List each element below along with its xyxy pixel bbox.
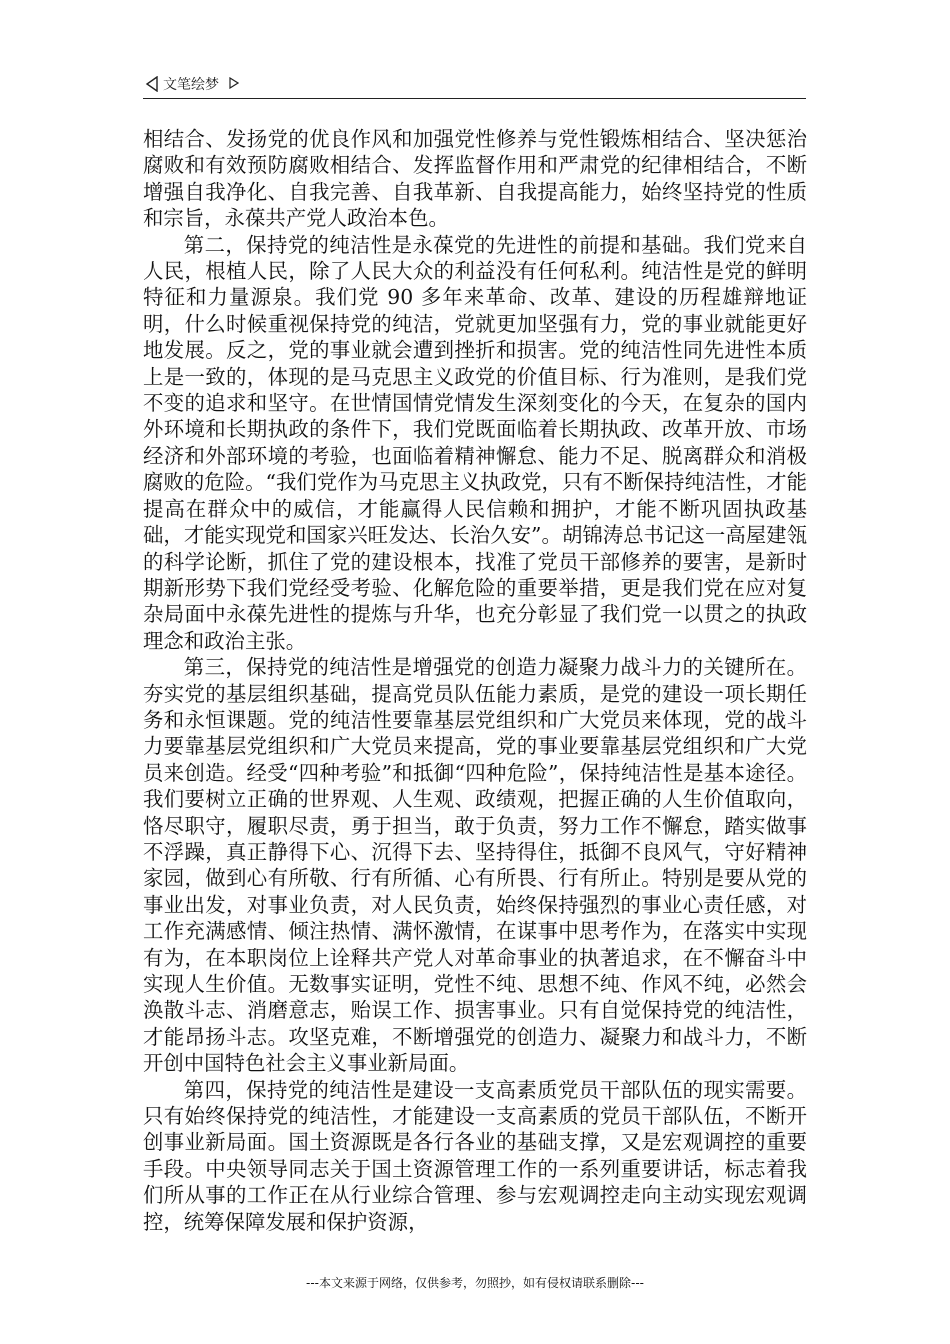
paragraph-fourth: 第四，保持党的纯洁性是建设一支高素质党员干部队伍的现实需要。只有始终保持党的纯洁性，才能建设一支高素质的党员干部队伍，不断开创事业新局面。国土资源既是各行各业的基础支撑，又是宏观调控的重要手段。中央领导同志关于国土资源管理工作的一系列重要讲话，标志着我们所从事的工作正在从行业综合管理、参与宏观调控走向主动实现宏观调控，统筹保障发展和保护资源， — [143, 1077, 807, 1234]
header-brand-text: 文笔绘梦 — [163, 77, 219, 93]
page-header — [143, 74, 806, 99]
paragraph-continuation: 相结合、发扬党的优良作风和加强党性修养与党性锻炼相结合、坚决惩治腐败和有效预防腐败相结合、发挥监督作用和严肃党的纪律相结合，不断增强自我净化、自我完善、自我革新、自我提高能力，始终坚持党的性质和宗旨，永葆共产党人政治本色。 — [143, 127, 807, 231]
document-body — [143, 126, 807, 1235]
paragraph-second: 第二，保持党的纯洁性是永葆党的先进性的前提和基础。我们党来自人民，根植人民，除了人民大众的利益没有任何私利。纯洁性是党的鲜明特征和力量源泉。我们党 90 多年来革命、改革、建设的历程雄辩地证明，什么时候重视保持党的纯洁，党就更加坚强有力，党的事业就能更好地发展。反之，党的事业就会遭到挫折和损害。党的纯洁性同先进性本质上是一致的，体现的是马克思主义政党的价值目标、行为准则，是我们党不变的追求和坚守。在世情国情党情发生深刻变化的今天，在复杂的国内外环境和长期执政的条件下，我们党既面临着长期执政、改革开放、市场经济和外部环境的考验，也面临着精神懈怠、能力不足、脱离群众和消极腐败的危险。“我们党作为马克思主义执政党，只有不断保持纯洁性，才能提高在群众中的威信，才能赢得人民信赖和拥护，才能不断巩固执政基础，才能实现党和国家兴旺发达、长治久安”。胡锦涛总书记这一高屋建瓴的科学论断，抓住了党的建设根本，找准了党员干部修养的要害，是新时期新形势下我们党经受考验、化解危险的重要举措，更是我们党在应对复杂局面中永葆先进性的提炼与升华，也充分彰显了我们党一以贯之的执政理念和政治主张。 — [143, 232, 807, 653]
header-brand-group — [145, 74, 239, 94]
triangle-right-icon — [229, 77, 239, 89]
paragraph-third: 第三，保持党的纯洁性是增强党的创造力凝聚力战斗力的关键所在。夯实党的基层组织基础，提高党员队伍能力素质，是党的建设一项长期任务和永恒课题。党的纯洁性要靠基层党组织和广大党员来体现，党的战斗力要靠基层党组织和广大党员来提高，党的事业要靠基层党组织和广大党员来创造。经受“四种考验”和抵御“四种危险”，保持纯洁性是基本途径。我们要树立正确的世界观、人生观、政绩观，把握正确的人生价值取向，恪尽职守，履职尽责，勇于担当，敢于负责，努力工作不懈怠，踏实做事不浮躁，真正静得下心、沉得下去、坚持得住，抵御不良风气，守好精神家园，做到心有所敬、行有所循、心有所畏、行有所止。特别是要从党的事业出发，对事业负责，对人民负责，始终保持强烈的事业心责任感，对工作充满感情、倾注热情、满怀激情，在谋事中思考作为，在落实中实现有为，在本职岗位上诠释共产党人对革命事业的执著追求，在不懈奋斗中实现人生价值。无数事实证明，党性不纯、思想不纯、作风不纯，必然会涣散斗志、消磨意志，贻误工作、损害事业。只有自觉保持党的纯洁性，才能昂扬斗志。攻坚克难，不断增强党的创造力、凝聚力和战斗力，不断开创中国特色社会主义事业新局面。 — [143, 655, 807, 1076]
triangle-left-icon — [145, 76, 159, 92]
footer-notice: ---本文来源于网络，仅供参考，勿照抄，如有侵权请联系删除--- — [306, 1276, 644, 1290]
